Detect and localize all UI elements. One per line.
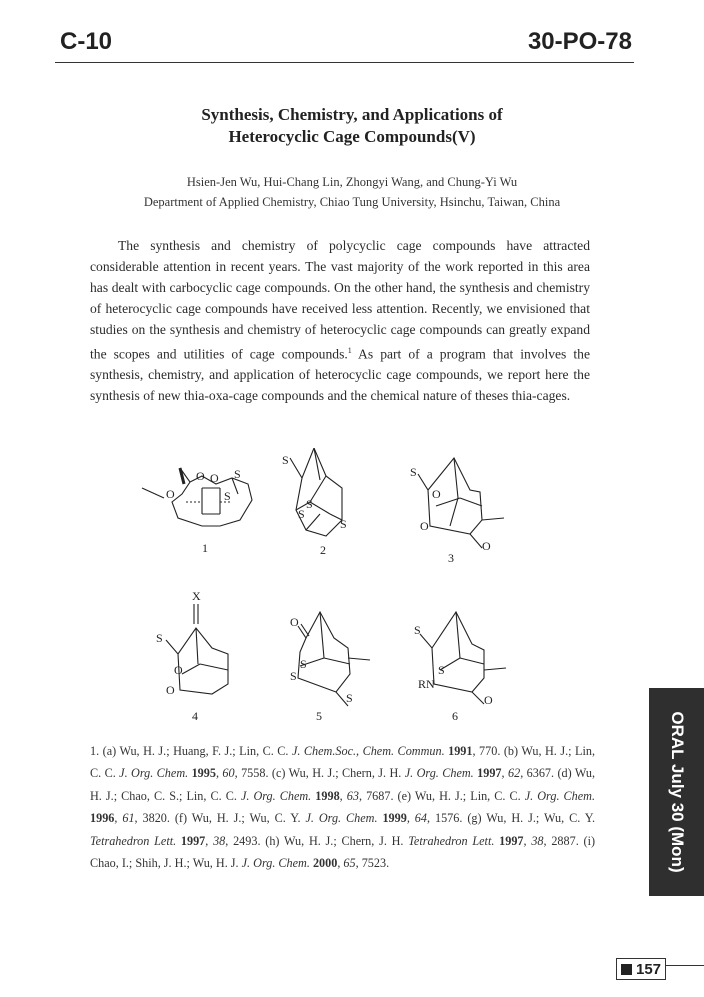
- paper-title-line-1: Synthesis, Chemistry, and Applications of: [201, 105, 503, 124]
- structure-5: [298, 612, 370, 706]
- references: [90, 740, 595, 874]
- s4-atom-3: O: [174, 663, 183, 677]
- paper-title-line-2: Heterocyclic Cage Compounds(V): [228, 127, 476, 146]
- chemical-structures: [120, 448, 550, 733]
- ref-text: , 7558. (c) Wu, H. J.; Chern, J. H.: [234, 766, 402, 781]
- session-side-tab: [649, 688, 704, 896]
- structure-4: [166, 604, 228, 694]
- affiliation: Department of Applied Chemistry, Chiao Tung University, Hsinchu, Taiwan, China: [143, 195, 561, 209]
- s6-atom-3: RN: [418, 677, 435, 691]
- s1-atom-1: O: [196, 469, 205, 483]
- ref-journal: J. Org. Chem.: [520, 788, 596, 803]
- ref-volume: , 61: [114, 811, 135, 826]
- s6-atom-4: O: [484, 693, 493, 707]
- ref-journal: Tetrahedron Lett.: [403, 833, 495, 848]
- ref-volume: , 60: [215, 766, 235, 781]
- authors: Hsien-Jen Wu, Hui-Chang Lin, Zhongyi Wang, and Chung-Yi Wu: [186, 175, 518, 189]
- ref-year: 1997: [494, 833, 524, 848]
- ref-year: 1995: [188, 766, 216, 781]
- session-code: C-10: [60, 28, 113, 55]
- ref-volume: , 38: [205, 833, 226, 848]
- s2-atom-3: S: [298, 507, 305, 521]
- footer-rule: [666, 965, 704, 966]
- structure-6-number: 6: [452, 709, 458, 723]
- ref-journal: J. Org. Chem.: [238, 856, 310, 871]
- ref-text: , 3820. (f) Wu, H. J.; Wu, C. Y.: [134, 811, 301, 826]
- s6-atom-1: S: [414, 623, 421, 637]
- structure-5-number: 5: [316, 709, 322, 723]
- header-rule: [55, 62, 634, 63]
- ref-text: , 2493. (h) Wu, H. J.; Chern, J. H.: [225, 833, 404, 848]
- structure-3-number: 3: [448, 551, 454, 565]
- page-number: 157: [636, 961, 662, 978]
- ref-year: 1998: [311, 788, 340, 803]
- ref-volume: , 62: [501, 766, 521, 781]
- s1-atom-4: O: [210, 471, 219, 485]
- s2-atom-4: S: [340, 517, 347, 531]
- ref-text: , 2887. (i) Chao, I.; Shih, J. H.; Wu, H. J.: [90, 833, 596, 871]
- ref-volume: , 38: [523, 833, 544, 848]
- structure-2: [290, 448, 342, 536]
- ref-volume: , 63: [339, 788, 359, 803]
- ref-volume: , 65: [337, 856, 356, 871]
- s5-atom-3: S: [290, 669, 297, 683]
- structure-2-number: 2: [320, 543, 326, 557]
- poster-code: 30-PO-78: [527, 28, 632, 55]
- s2-atom-1: S: [282, 453, 289, 467]
- ref-text: 1. (a) Wu, H. J.; Huang, F. J.; Lin, C. C.: [90, 744, 289, 758]
- ref-journal: Tetrahedron Lett.: [90, 833, 177, 848]
- ref-journal: J. Org. Chem.: [401, 766, 474, 781]
- ref-text: , 7687. (e) Wu, H. J.; Lin, C. C.: [358, 788, 521, 803]
- s5-atom-4: S: [346, 691, 353, 705]
- s3-atom-1: S: [410, 465, 417, 479]
- s3-atom-2: O: [432, 487, 441, 501]
- ref-text: , 770. (b) Wu, H. J.; Lin, C. C.: [90, 744, 595, 781]
- ref-journal: J. Org. Chem.: [236, 788, 312, 803]
- abstract-text-2: As part of a program that involves the synthesis, chemistry, and application of heterocyclic cage compounds, we report here the synthesis of new thia-oxa-cage compounds and the chemical nature of theses thia-cages.: [90, 346, 590, 403]
- s1-atom-5: S: [224, 489, 231, 503]
- s5-atom-1: O: [290, 615, 299, 629]
- s6-atom-2: S: [438, 663, 445, 677]
- s3-atom-4: O: [482, 539, 491, 553]
- s4-atom-2: S: [156, 631, 163, 645]
- structure-1-number: 1: [202, 541, 208, 555]
- abstract-text-1: The synthesis and chemistry of polycyclic cage compounds have attracted considerable attention in recent years. The vast majority of the work reported in this area has dealt with carbocyclic cage compounds. On the other hand, the synthesis and chemistry of heterocyclic cage compounds have received less attention. Recently, we envisioned that studies on the synthesis and chemistry of heterocyclic cage compounds can greatly expand the scopes and utilities of cage compounds.: [90, 238, 590, 362]
- abstract: [90, 236, 590, 407]
- ref-journal: J. Chem.Soc., Chem. Commun.: [288, 744, 445, 758]
- ref-text: , 6367. (d) Wu, H. J.; Chao, C. S.; Lin, C. C.: [90, 766, 596, 803]
- page-number-box: [616, 958, 666, 980]
- ref-journal: J. Org. Chem.: [300, 811, 378, 826]
- structure-3: [418, 458, 504, 548]
- ref-year: 1999: [377, 811, 407, 826]
- reference-mark: 1: [347, 345, 352, 355]
- s4-atom-4: O: [166, 683, 175, 697]
- ref-year: 2000: [309, 856, 338, 871]
- s2-atom-2: S: [306, 497, 313, 511]
- s4-atom-1: X: [192, 589, 201, 603]
- structure-4-number: 4: [192, 709, 198, 723]
- ref-year: 1991: [444, 744, 473, 758]
- square-icon: [621, 964, 632, 975]
- ref-year: 1996: [90, 811, 115, 826]
- ref-text: , 1576. (g) Wu, H. J.; Wu, C. Y.: [427, 811, 596, 826]
- s3-atom-3: O: [420, 519, 429, 533]
- ref-text: , 7523.: [355, 856, 390, 871]
- s1-atom-2: O: [166, 487, 175, 501]
- session-side-tab-label: ORAL July 30 (Mon): [667, 711, 687, 873]
- ref-volume: , 64: [406, 811, 427, 826]
- ref-year: 1997: [176, 833, 206, 848]
- s5-atom-2: S: [300, 657, 307, 671]
- ref-journal: J. Org. Chem.: [115, 766, 189, 781]
- ref-year: 1997: [473, 766, 502, 781]
- s1-atom-3: S: [234, 467, 241, 481]
